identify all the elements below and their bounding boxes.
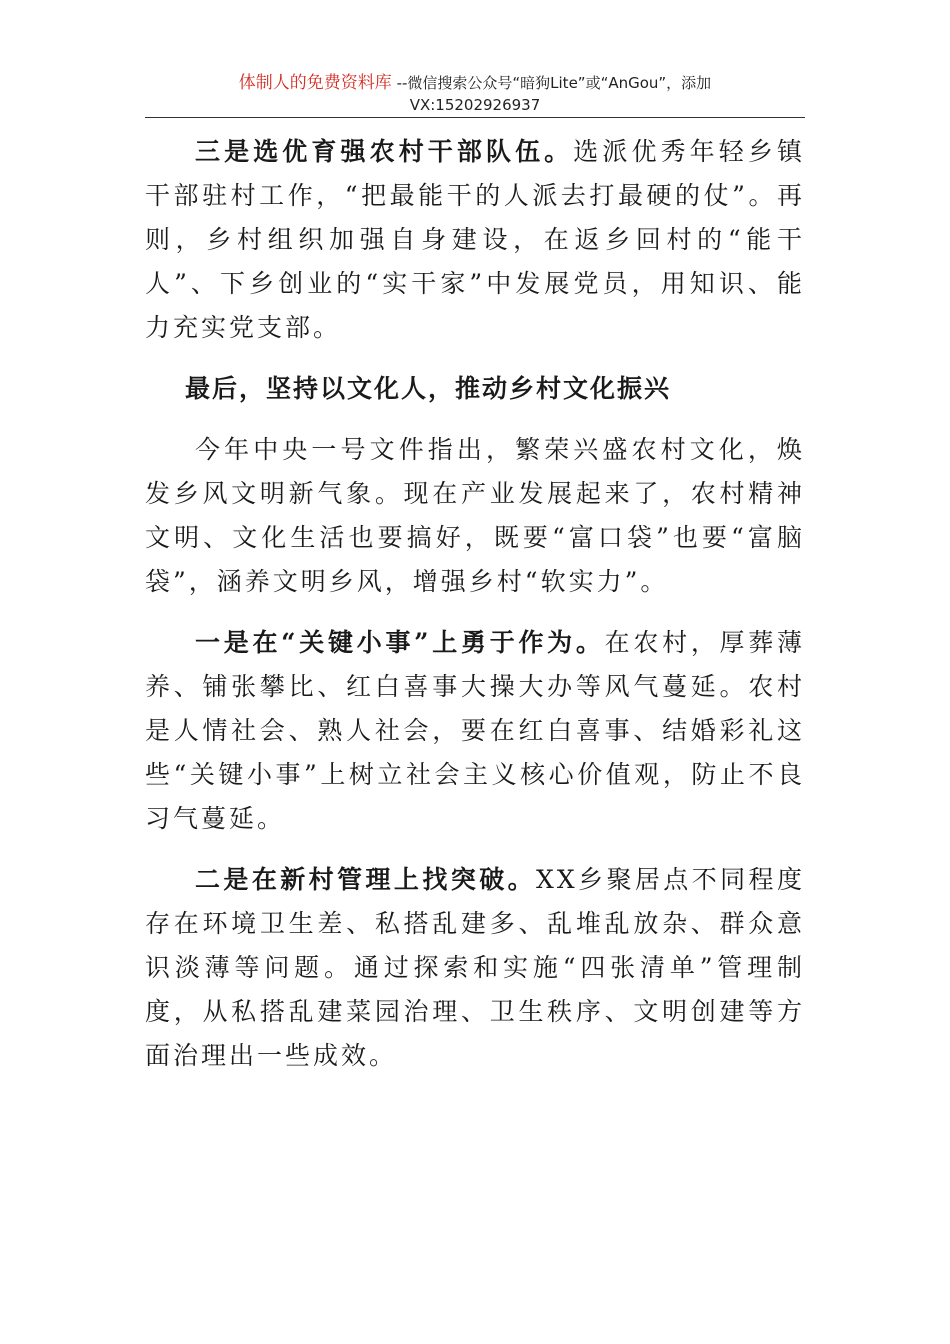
paragraph-cadre-team	[145, 130, 805, 350]
paragraph-lead: 二是在新村管理上找突破。	[195, 865, 537, 894]
paragraph-new-village-management	[145, 858, 805, 1078]
paragraph-lead: 三是选优育强农村干部队伍。	[195, 137, 574, 166]
paragraph-text: 选派优秀年轻乡镇干部驻村工作，“把最能干的人派去打最硬的仗”。再则，乡村组织加强自身建设，在返乡回村的“能干人”、下乡创业的“实干家”中发展党员，用知识、能力充实党支部。	[145, 137, 805, 342]
header-line-1	[145, 72, 805, 94]
paragraph-lead: 一是在“关键小事”上勇于作为。	[195, 628, 605, 657]
header-text-line2: VX:15202926937	[409, 96, 541, 114]
paragraph-culture-intro	[145, 428, 805, 604]
header-divider	[145, 117, 805, 118]
section-heading: 最后，坚持以文化人，推动乡村文化振兴	[185, 374, 672, 403]
document-body	[145, 130, 805, 1095]
header-brand[interactable]: 体制人的免费资料库	[238, 73, 392, 93]
paragraph-text: XX乡聚居点不同程度存在环境卫生差、私搭乱建多、乱堆乱放杂、群众意识淡薄等问题。通过探索和实施“四张清单”管理制度，从私搭乱建菜园治理、卫生秩序、文明创建等方面治理出一些成效。	[145, 865, 805, 1070]
page-header	[145, 72, 805, 116]
paragraph-text: 在农村，厚葬薄养、铺张攀比、红白喜事大操大办等风气蔓延。农村是人情社会、熟人社会，要在红白喜事、结婚彩礼这些“关键小事”上树立社会主义核心价值观，防止不良习气蔓延。	[145, 628, 805, 833]
header-text-line1: --微信搜索公众号“暗狗Lite”或“AnGou”，添加	[391, 74, 712, 92]
paragraph-text: 今年中央一号文件指出，繁荣兴盛农村文化，焕发乡风文明新气象。现在产业发展起来了，农村精神文明、文化生活也要搞好，既要“富口袋”也要“富脑袋”，涵养文明乡风，增强乡村“软实力”。	[145, 435, 805, 596]
paragraph-key-small-matters	[145, 621, 805, 841]
